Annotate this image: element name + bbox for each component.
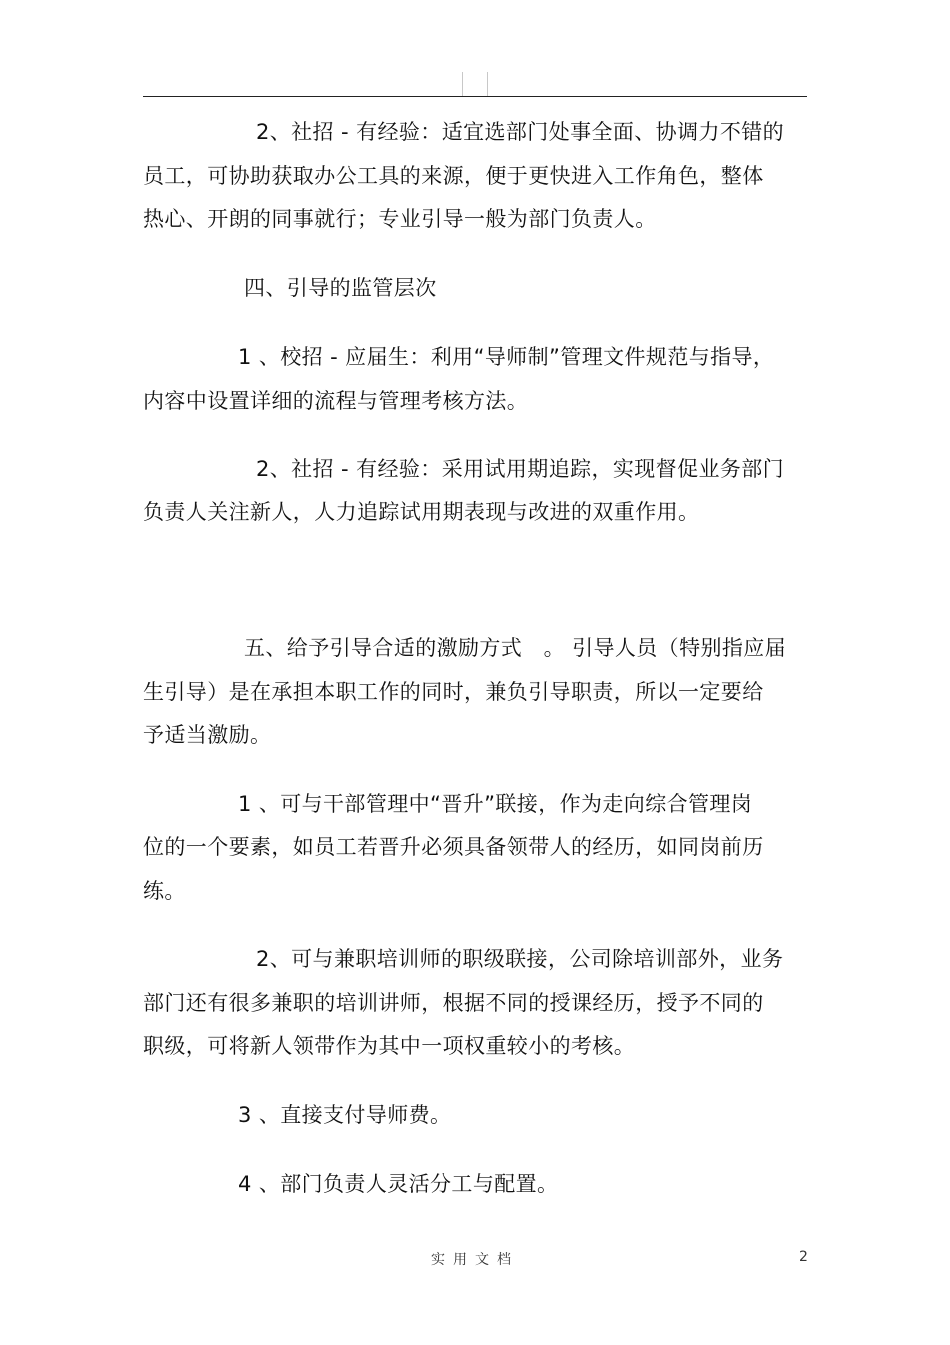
header-mark-left — [462, 72, 463, 96]
page-number: 2 — [799, 1249, 808, 1265]
text-line: 1 、校招 - 应届生：利用“导师制”管理文件规范与指导， — [238, 345, 775, 369]
header-mark-right — [487, 72, 488, 96]
text-line: 热心、开朗的同事就行；专业引导一般为部门负责人。 — [143, 207, 657, 231]
text-line: 位的一个要素，如员工若晋升必须具备领带人的经历，如同岗前历 — [143, 835, 764, 859]
text-line: 五、给予引导合适的激励方式 。 引导人员（特别指应届 — [244, 636, 787, 660]
text-line: 4 、部门负责人灵活分工与配置。 — [238, 1172, 559, 1196]
header-rule — [143, 96, 807, 97]
text-line: 练。 — [143, 879, 186, 903]
text-line: 员工，可协助获取办公工具的来源，便于更快进入工作角色，整体 — [143, 164, 764, 188]
text-line: 1 、可与干部管理中“晋升”联接，作为走向综合管理岗 — [238, 792, 753, 816]
text-line: 职级，可将新人领带作为其中一项权重较小的考核。 — [143, 1034, 636, 1058]
text-line: 四、引导的监管层次 — [244, 276, 437, 300]
text-line: 2、社招 - 有经验：采用试用期追踪，实现督促业务部门 — [256, 457, 785, 481]
footer-label: 实用文档 — [431, 1252, 519, 1268]
text-line: 予适当激励。 — [143, 723, 272, 747]
text-line: 部门还有很多兼职的培训讲师，根据不同的授课经历，授予不同的 — [143, 991, 764, 1015]
text-line: 3 、直接支付导师费。 — [238, 1103, 452, 1127]
text-line: 负责人关注新人，人力追踪试用期表现与改进的双重作用。 — [143, 500, 700, 524]
text-line: 生引导）是在承担本职工作的同时，兼负引导职责，所以一定要给 — [143, 680, 764, 704]
text-line: 内容中设置详细的流程与管理考核方法。 — [143, 389, 529, 413]
text-line: 2、可与兼职培训师的职级联接，公司除培训部外，业务 — [256, 947, 784, 971]
text-line: 2、社招 - 有经验：适宜选部门处事全面、协调力不错的 — [256, 120, 785, 144]
